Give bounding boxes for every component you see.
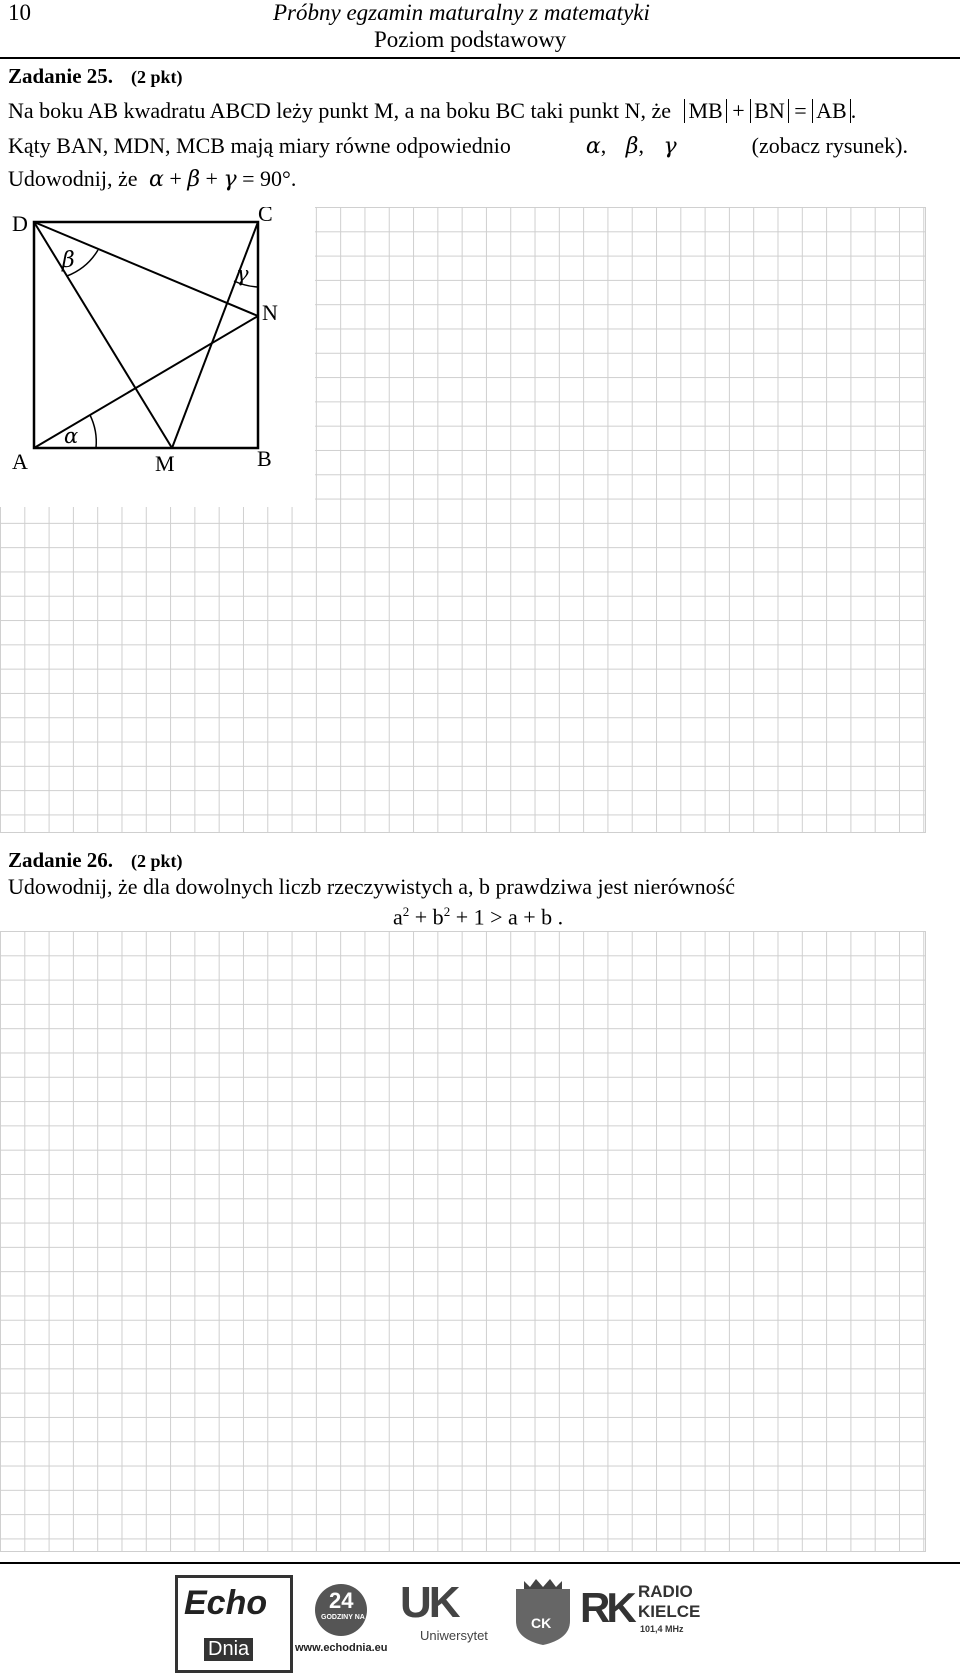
beta-symbol: β [625,134,639,159]
eq-beta: β [187,167,201,192]
task25-condition [684,98,856,123]
eq-rhs: = 90° [242,166,291,191]
exam-title: Próbny egzamin maturalny z matematyki [273,0,650,25]
task26-heading [8,848,183,873]
echo-dnia-logo [175,1575,293,1673]
equals-sign: = [794,98,807,123]
comma-1: , [600,133,607,158]
radio-text: RADIO [638,1582,693,1601]
exam-level: Poziom podstawowy [374,27,567,52]
eq-plus-1: + [169,166,182,191]
dnia-wordmark: Dnia [204,1638,253,1661]
alpha-symbol: α [585,134,601,159]
angle-label-beta: β [62,248,75,273]
radio-kielce-logo [580,1578,700,1648]
godziny-url: www.echodnia.eu [295,1642,388,1654]
task25-line3 [8,166,296,192]
godziny-caption: GODZINY NA DOBĘ [321,1614,387,1621]
square-figure [0,207,320,507]
task26-points: (2 pkt) [131,851,183,871]
task25-line2-text: Kąty BAN, MDN, MCB mają miary równe odpowiednio [8,133,511,158]
segment-mc [172,222,258,448]
answer-grid-26 [0,931,926,1552]
task25-greek-list [586,133,677,159]
vertex-label-a: A [12,449,28,474]
task25-line2 [8,133,908,159]
abs-mb: MB [684,99,726,123]
vertex-label-n: N [262,300,278,325]
plus-sign: + [732,98,745,123]
godziny-number: 24 [329,1588,354,1613]
vertex-label-c: C [258,207,273,226]
vertex-label-d: D [12,211,28,236]
angle-sum-equation [149,166,296,191]
ineq-a: a [393,904,403,930]
vertex-label-b: B [257,446,272,471]
task25-label: Zadanie 25. [8,64,114,88]
task25-heading [8,64,183,89]
ineq-plus-b: + b [414,904,444,930]
ineq-rest: + 1 > a + b . [455,904,564,930]
angle-label-gamma: γ [236,262,249,286]
gamma-symbol: γ [663,134,677,159]
uk-mark: UK [400,1578,458,1627]
task25-line3-text: Udowodnij, że [8,166,138,191]
angle-label-alpha: α [64,424,79,448]
abs-bn: BN [750,99,789,123]
eq-plus-2: + [205,166,218,191]
task25-line1-text: Na boku AB kwadratu ABCD leży punkt M, a na boku BC taki punkt N, że [8,98,671,123]
angle-arc-alpha [90,415,96,448]
echo-wordmark: Echo [184,1584,268,1622]
eq-gamma: γ [223,167,237,192]
uk-name: Uniwersytet [420,1628,488,1643]
ck-text: CK [531,1615,552,1631]
kielce-text: KIELCE [638,1602,701,1621]
task25-points: (2 pkt) [131,67,183,87]
period: . [850,98,857,123]
page-number: 10 [8,0,31,25]
task26-label: Zadanie 26. [8,848,114,872]
ck-crest-logo [512,1575,574,1647]
godziny-logo [295,1582,387,1666]
ineq-exp-2: 2 [443,904,451,919]
eq-alpha: α [149,167,164,192]
task26-text: Udowodnij, że dla dowolnych liczb rzeczywistych a, b prawdziwa jest nierówność [8,874,735,899]
rk-mark: RK [580,1584,633,1631]
footer-rule [0,1562,960,1564]
crown-shield-icon [512,1575,574,1647]
abs-ab: AB [812,99,851,123]
vertex-label-m: M [155,451,175,476]
ineq-exp-1: 2 [402,904,410,919]
uk-logo [398,1578,498,1648]
task26-inequality [393,904,563,930]
task25-line1 [8,98,856,124]
segment-dm [34,222,172,448]
comma-2: , [638,133,644,158]
task25-line2-end: (zobacz rysunek). [751,133,908,158]
eq-period: . [290,166,297,191]
frequency-text: 101,4 MHz [640,1624,684,1634]
header-rule [0,57,960,59]
